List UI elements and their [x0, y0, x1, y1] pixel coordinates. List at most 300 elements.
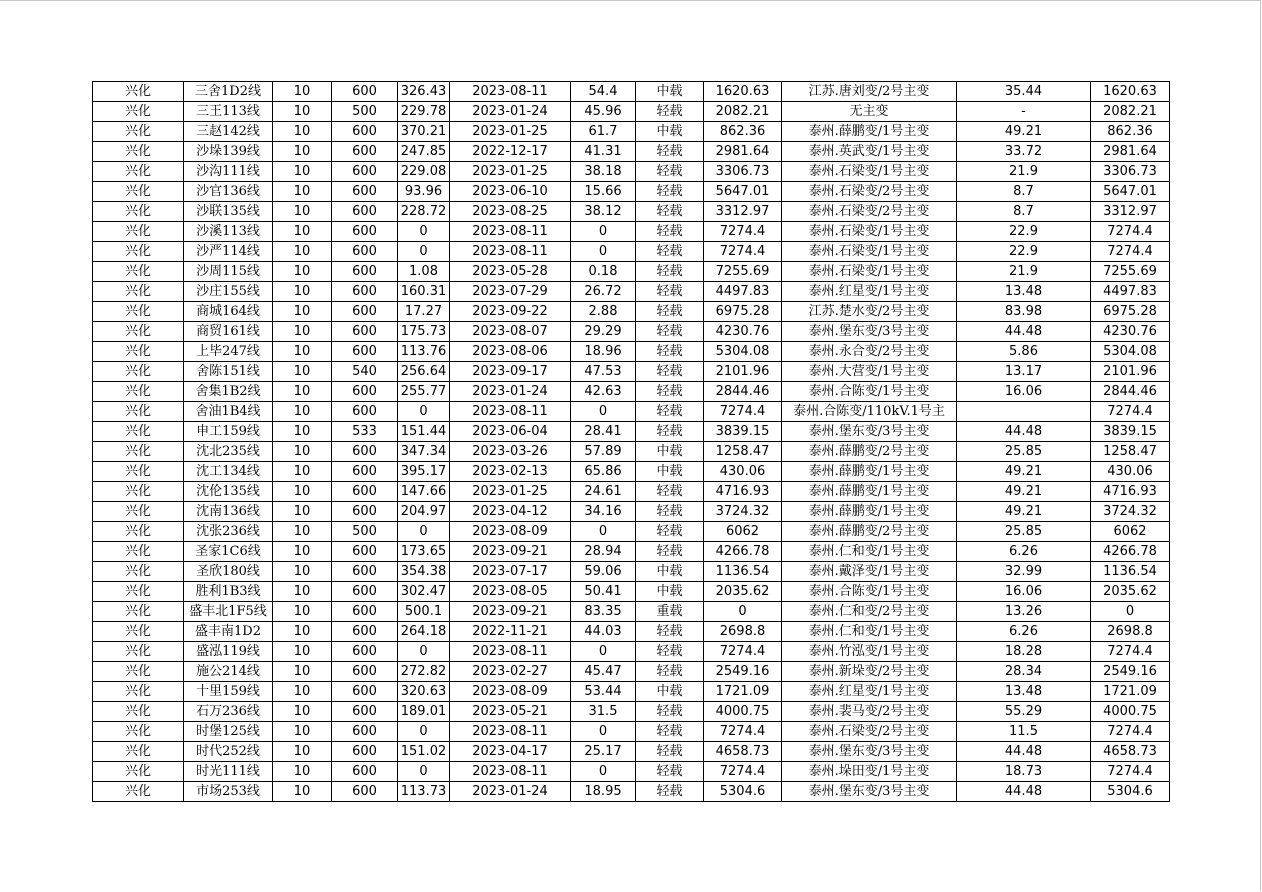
line-name-cell: 时光111线	[184, 762, 273, 782]
date-cell: 2022-12-17	[450, 142, 571, 162]
county-cell: 兴化	[93, 682, 184, 702]
available-capacity-cell: 5647.01	[1091, 182, 1170, 202]
load-rate-cell: 0	[571, 642, 636, 662]
load-cell: 151.44	[398, 422, 450, 442]
table-row	[93, 482, 1170, 502]
line-name-cell: 沙溪113线	[184, 222, 273, 242]
voltage-cell: 10	[273, 782, 332, 802]
transformer-load-rate-cell: -	[957, 102, 1091, 122]
transformer-load-rate-cell: 49.21	[957, 122, 1091, 142]
transformer-cell: 泰州.合陈变/1号主变	[782, 582, 957, 602]
load-cell: 0	[398, 402, 450, 422]
capacity-cell: 600	[332, 502, 398, 522]
table-row	[93, 202, 1170, 222]
load-cell: 229.08	[398, 162, 450, 182]
voltage-cell: 10	[273, 662, 332, 682]
transformer-cell: 泰州.石梁变/1号主变	[782, 222, 957, 242]
load-rate-cell: 57.89	[571, 442, 636, 462]
date-cell: 2023-01-24	[450, 382, 571, 402]
table-row	[93, 742, 1170, 762]
table-row	[93, 82, 1170, 102]
transformer-cell: 泰州.薛鹏变/2号主变	[782, 442, 957, 462]
table-row	[93, 682, 1170, 702]
load-status-cell: 轻载	[636, 282, 704, 302]
load-status-cell: 轻载	[636, 482, 704, 502]
capacity-cell: 600	[332, 462, 398, 482]
county-cell: 兴化	[93, 602, 184, 622]
transformer-load-rate-cell: 6.26	[957, 542, 1091, 562]
load-rate-cell: 41.31	[571, 142, 636, 162]
date-cell: 2023-06-10	[450, 182, 571, 202]
date-cell: 2023-01-25	[450, 482, 571, 502]
remaining-capacity-cell: 7274.4	[704, 242, 782, 262]
capacity-cell: 600	[332, 82, 398, 102]
table-row	[93, 782, 1170, 802]
transformer-load-rate-cell: 44.48	[957, 322, 1091, 342]
available-capacity-cell: 1721.09	[1091, 682, 1170, 702]
table-row	[93, 502, 1170, 522]
transformer-load-rate-cell: 35.44	[957, 82, 1091, 102]
remaining-capacity-cell: 1721.09	[704, 682, 782, 702]
transformer-cell: 泰州.竹泓变/1号主变	[782, 642, 957, 662]
voltage-cell: 10	[273, 762, 332, 782]
remaining-capacity-cell: 4716.93	[704, 482, 782, 502]
load-cell: 370.21	[398, 122, 450, 142]
load-status-cell: 轻载	[636, 262, 704, 282]
transformer-cell: 泰州.仁和变/2号主变	[782, 602, 957, 622]
voltage-cell: 10	[273, 542, 332, 562]
available-capacity-cell: 1620.63	[1091, 82, 1170, 102]
capacity-cell: 600	[332, 222, 398, 242]
available-capacity-cell: 5304.08	[1091, 342, 1170, 362]
available-capacity-cell: 2698.8	[1091, 622, 1170, 642]
capacity-cell: 600	[332, 562, 398, 582]
remaining-capacity-cell: 7255.69	[704, 262, 782, 282]
remaining-capacity-cell: 3839.15	[704, 422, 782, 442]
capacity-cell: 600	[332, 662, 398, 682]
load-status-cell: 轻载	[636, 362, 704, 382]
date-cell: 2023-09-22	[450, 302, 571, 322]
load-rate-cell: 38.12	[571, 202, 636, 222]
date-cell: 2023-04-17	[450, 742, 571, 762]
capacity-cell: 533	[332, 422, 398, 442]
county-cell: 兴化	[93, 482, 184, 502]
date-cell: 2023-01-25	[450, 162, 571, 182]
load-rate-cell: 28.94	[571, 542, 636, 562]
date-cell: 2023-08-11	[450, 642, 571, 662]
table-row	[93, 262, 1170, 282]
transformer-load-rate-cell: 16.06	[957, 382, 1091, 402]
line-name-cell: 时代252线	[184, 742, 273, 762]
transformer-load-rate-cell: 49.21	[957, 482, 1091, 502]
table-row	[93, 302, 1170, 322]
transformer-load-rate-cell: 83.98	[957, 302, 1091, 322]
table-row	[93, 142, 1170, 162]
capacity-cell: 600	[332, 142, 398, 162]
load-rate-cell: 0	[571, 222, 636, 242]
load-rate-cell: 31.5	[571, 702, 636, 722]
transformer-load-rate-cell: 55.29	[957, 702, 1091, 722]
transformer-cell: 泰州.堡东变/3号主变	[782, 782, 957, 802]
load-status-cell: 中载	[636, 442, 704, 462]
voltage-cell: 10	[273, 742, 332, 762]
transformer-load-rate-cell: 32.99	[957, 562, 1091, 582]
transformer-load-rate-cell: 8.7	[957, 202, 1091, 222]
voltage-cell: 10	[273, 362, 332, 382]
load-cell: 204.97	[398, 502, 450, 522]
load-cell: 247.85	[398, 142, 450, 162]
load-status-cell: 轻载	[636, 642, 704, 662]
county-cell: 兴化	[93, 422, 184, 442]
date-cell: 2023-08-09	[450, 522, 571, 542]
line-name-cell: 圣欣180线	[184, 562, 273, 582]
capacity-cell: 500	[332, 102, 398, 122]
load-rate-cell: 38.18	[571, 162, 636, 182]
available-capacity-cell: 4716.93	[1091, 482, 1170, 502]
remaining-capacity-cell: 2082.21	[704, 102, 782, 122]
voltage-cell: 10	[273, 462, 332, 482]
table-row	[93, 182, 1170, 202]
available-capacity-cell: 4230.76	[1091, 322, 1170, 342]
capacity-cell: 600	[332, 642, 398, 662]
load-cell: 173.65	[398, 542, 450, 562]
load-rate-cell: 26.72	[571, 282, 636, 302]
date-cell: 2023-08-25	[450, 202, 571, 222]
voltage-cell: 10	[273, 402, 332, 422]
load-cell: 1.08	[398, 262, 450, 282]
line-name-cell: 盛泓119线	[184, 642, 273, 662]
transformer-load-rate-cell: 13.17	[957, 362, 1091, 382]
load-cell: 0	[398, 762, 450, 782]
table-row	[93, 222, 1170, 242]
county-cell: 兴化	[93, 502, 184, 522]
date-cell: 2023-01-25	[450, 122, 571, 142]
remaining-capacity-cell: 1258.47	[704, 442, 782, 462]
transformer-load-rate-cell: 33.72	[957, 142, 1091, 162]
load-cell: 0	[398, 642, 450, 662]
available-capacity-cell: 2844.46	[1091, 382, 1170, 402]
voltage-cell: 10	[273, 282, 332, 302]
available-capacity-cell: 3839.15	[1091, 422, 1170, 442]
load-status-cell: 轻载	[636, 222, 704, 242]
county-cell: 兴化	[93, 622, 184, 642]
line-name-cell: 沙联135线	[184, 202, 273, 222]
transformer-cell: 泰州.裴马变/2号主变	[782, 702, 957, 722]
date-cell: 2023-08-11	[450, 242, 571, 262]
capacity-cell: 600	[332, 722, 398, 742]
load-cell: 228.72	[398, 202, 450, 222]
transformer-cell: 泰州.红星变/1号主变	[782, 282, 957, 302]
line-name-cell: 沙周115线	[184, 262, 273, 282]
load-rate-cell: 15.66	[571, 182, 636, 202]
transformer-cell: 无主变	[782, 102, 957, 122]
county-cell: 兴化	[93, 522, 184, 542]
county-cell: 兴化	[93, 342, 184, 362]
load-cell: 93.96	[398, 182, 450, 202]
county-cell: 兴化	[93, 242, 184, 262]
load-status-cell: 轻载	[636, 742, 704, 762]
line-name-cell: 商城164线	[184, 302, 273, 322]
load-status-cell: 轻载	[636, 762, 704, 782]
transformer-cell: 江苏.楚水变/2号主变	[782, 302, 957, 322]
table-row	[93, 342, 1170, 362]
load-rate-cell: 18.95	[571, 782, 636, 802]
transformer-load-rate-cell: 28.34	[957, 662, 1091, 682]
transformer-load-rate-cell: 13.48	[957, 682, 1091, 702]
load-rate-cell: 0	[571, 762, 636, 782]
county-cell: 兴化	[93, 782, 184, 802]
voltage-cell: 10	[273, 502, 332, 522]
load-cell: 0	[398, 222, 450, 242]
line-name-cell: 沈张236线	[184, 522, 273, 542]
capacity-cell: 600	[332, 282, 398, 302]
transformer-load-rate-cell: 13.26	[957, 602, 1091, 622]
date-cell: 2023-08-11	[450, 222, 571, 242]
available-capacity-cell: 3312.97	[1091, 202, 1170, 222]
transformer-load-rate-cell: 18.73	[957, 762, 1091, 782]
voltage-cell: 10	[273, 342, 332, 362]
load-status-cell: 轻载	[636, 142, 704, 162]
transformer-load-rate-cell: 11.5	[957, 722, 1091, 742]
county-cell: 兴化	[93, 662, 184, 682]
load-cell: 17.27	[398, 302, 450, 322]
voltage-cell: 10	[273, 82, 332, 102]
load-cell: 255.77	[398, 382, 450, 402]
load-status-cell: 轻载	[636, 722, 704, 742]
remaining-capacity-cell: 7274.4	[704, 722, 782, 742]
county-cell: 兴化	[93, 142, 184, 162]
load-cell: 354.38	[398, 562, 450, 582]
available-capacity-cell: 2082.21	[1091, 102, 1170, 122]
table-row	[93, 522, 1170, 542]
date-cell: 2023-04-12	[450, 502, 571, 522]
line-name-cell: 沙官136线	[184, 182, 273, 202]
county-cell: 兴化	[93, 762, 184, 782]
transformer-cell: 泰州.合陈变/1号主变	[782, 382, 957, 402]
transformer-load-rate-cell: 18.28	[957, 642, 1091, 662]
transformer-cell: 泰州.大营变/1号主变	[782, 362, 957, 382]
date-cell: 2023-05-28	[450, 262, 571, 282]
county-cell: 兴化	[93, 742, 184, 762]
load-cell: 395.17	[398, 462, 450, 482]
line-name-cell: 市场253线	[184, 782, 273, 802]
transformer-load-rate-cell: 8.7	[957, 182, 1091, 202]
county-cell: 兴化	[93, 362, 184, 382]
voltage-cell: 10	[273, 482, 332, 502]
line-name-cell: 沙庄155线	[184, 282, 273, 302]
available-capacity-cell: 1136.54	[1091, 562, 1170, 582]
line-name-cell: 商贸161线	[184, 322, 273, 342]
remaining-capacity-cell: 862.36	[704, 122, 782, 142]
remaining-capacity-cell: 7274.4	[704, 642, 782, 662]
load-cell: 0	[398, 522, 450, 542]
transformer-load-rate-cell: 25.85	[957, 522, 1091, 542]
transformer-cell: 泰州.红星变/1号主变	[782, 682, 957, 702]
county-cell: 兴化	[93, 402, 184, 422]
transformer-cell: 泰州.薛鹏变/1号主变	[782, 482, 957, 502]
load-status-cell: 中载	[636, 682, 704, 702]
load-status-cell: 轻载	[636, 342, 704, 362]
transformer-cell: 泰州.石梁变/2号主变	[782, 182, 957, 202]
remaining-capacity-cell: 5647.01	[704, 182, 782, 202]
table-row	[93, 362, 1170, 382]
load-status-cell: 轻载	[636, 202, 704, 222]
table-row	[93, 122, 1170, 142]
load-rate-cell: 28.41	[571, 422, 636, 442]
line-name-cell: 舍集1B2线	[184, 382, 273, 402]
available-capacity-cell: 430.06	[1091, 462, 1170, 482]
available-capacity-cell: 862.36	[1091, 122, 1170, 142]
load-rate-cell: 59.06	[571, 562, 636, 582]
remaining-capacity-cell: 4230.76	[704, 322, 782, 342]
load-cell: 500.1	[398, 602, 450, 622]
date-cell: 2023-08-11	[450, 722, 571, 742]
voltage-cell: 10	[273, 182, 332, 202]
capacity-cell: 600	[332, 442, 398, 462]
table-row	[93, 382, 1170, 402]
transformer-cell: 泰州.堡东变/3号主变	[782, 422, 957, 442]
load-cell: 264.18	[398, 622, 450, 642]
capacity-cell: 600	[332, 182, 398, 202]
load-status-cell: 轻载	[636, 302, 704, 322]
county-cell: 兴化	[93, 262, 184, 282]
date-cell: 2022-11-21	[450, 622, 571, 642]
capacity-cell: 600	[332, 782, 398, 802]
voltage-cell: 10	[273, 322, 332, 342]
load-status-cell: 轻载	[636, 622, 704, 642]
transformer-load-rate-cell: 6.26	[957, 622, 1091, 642]
available-capacity-cell: 4658.73	[1091, 742, 1170, 762]
transformer-load-rate-cell: 44.48	[957, 782, 1091, 802]
available-capacity-cell: 4497.83	[1091, 282, 1170, 302]
line-name-cell: 施公214线	[184, 662, 273, 682]
table-row	[93, 602, 1170, 622]
load-status-cell: 轻载	[636, 542, 704, 562]
remaining-capacity-cell: 430.06	[704, 462, 782, 482]
transformer-load-rate-cell: 22.9	[957, 222, 1091, 242]
county-cell: 兴化	[93, 642, 184, 662]
load-status-cell: 中载	[636, 562, 704, 582]
load-rate-cell: 25.17	[571, 742, 636, 762]
date-cell: 2023-08-07	[450, 322, 571, 342]
county-cell: 兴化	[93, 382, 184, 402]
table-row	[93, 402, 1170, 422]
voltage-cell: 10	[273, 602, 332, 622]
remaining-capacity-cell: 0	[704, 602, 782, 622]
date-cell: 2023-01-24	[450, 102, 571, 122]
load-rate-cell: 18.96	[571, 342, 636, 362]
line-name-cell: 沙严114线	[184, 242, 273, 262]
voltage-cell: 10	[273, 262, 332, 282]
load-status-cell: 轻载	[636, 162, 704, 182]
table-row	[93, 762, 1170, 782]
county-cell: 兴化	[93, 582, 184, 602]
transformer-cell: 泰州.永合变/2号主变	[782, 342, 957, 362]
voltage-cell: 10	[273, 102, 332, 122]
capacity-cell: 600	[332, 382, 398, 402]
table-row	[93, 242, 1170, 262]
table-row	[93, 322, 1170, 342]
load-rate-cell: 50.41	[571, 582, 636, 602]
voltage-cell: 10	[273, 162, 332, 182]
table-row	[93, 102, 1170, 122]
transformer-load-rate-cell: 25.85	[957, 442, 1091, 462]
date-cell: 2023-08-06	[450, 342, 571, 362]
load-status-cell: 轻载	[636, 182, 704, 202]
date-cell: 2023-05-21	[450, 702, 571, 722]
line-name-cell: 申工159线	[184, 422, 273, 442]
date-cell: 2023-09-17	[450, 362, 571, 382]
load-status-cell: 中载	[636, 122, 704, 142]
table-row	[93, 642, 1170, 662]
line-name-cell: 胜利1B3线	[184, 582, 273, 602]
date-cell: 2023-08-11	[450, 762, 571, 782]
voltage-cell: 10	[273, 562, 332, 582]
remaining-capacity-cell: 4266.78	[704, 542, 782, 562]
load-rate-cell: 44.03	[571, 622, 636, 642]
date-cell: 2023-02-27	[450, 662, 571, 682]
county-cell: 兴化	[93, 282, 184, 302]
date-cell: 2023-01-24	[450, 782, 571, 802]
capacity-cell: 600	[332, 262, 398, 282]
line-name-cell: 圣家1C6线	[184, 542, 273, 562]
load-rate-cell: 0.18	[571, 262, 636, 282]
load-rate-cell: 0	[571, 522, 636, 542]
load-status-cell: 轻载	[636, 402, 704, 422]
transformer-cell: 泰州.仁和变/1号主变	[782, 622, 957, 642]
table-row	[93, 562, 1170, 582]
load-cell: 347.34	[398, 442, 450, 462]
remaining-capacity-cell: 5304.08	[704, 342, 782, 362]
line-name-cell: 三赵142线	[184, 122, 273, 142]
load-status-cell: 重载	[636, 602, 704, 622]
transformer-cell: 江苏.唐刘变/2号主变	[782, 82, 957, 102]
voltage-cell: 10	[273, 702, 332, 722]
date-cell: 2023-06-04	[450, 422, 571, 442]
capacity-cell: 600	[332, 202, 398, 222]
capacity-cell: 600	[332, 762, 398, 782]
load-rate-cell: 29.29	[571, 322, 636, 342]
remaining-capacity-cell: 4658.73	[704, 742, 782, 762]
remaining-capacity-cell: 3724.32	[704, 502, 782, 522]
transformer-cell: 泰州.堡东变/3号主变	[782, 742, 957, 762]
line-name-cell: 沈工134线	[184, 462, 273, 482]
available-capacity-cell: 4000.75	[1091, 702, 1170, 722]
date-cell: 2023-07-17	[450, 562, 571, 582]
line-name-cell: 上毕247线	[184, 342, 273, 362]
voltage-cell: 10	[273, 422, 332, 442]
capacity-cell: 600	[332, 242, 398, 262]
load-cell: 189.01	[398, 702, 450, 722]
capacity-cell: 600	[332, 582, 398, 602]
load-cell: 302.47	[398, 582, 450, 602]
transformer-load-rate-cell: 44.48	[957, 742, 1091, 762]
transformer-load-rate-cell: 21.9	[957, 162, 1091, 182]
remaining-capacity-cell: 6975.28	[704, 302, 782, 322]
date-cell: 2023-09-21	[450, 602, 571, 622]
line-name-cell: 沈北235线	[184, 442, 273, 462]
remaining-capacity-cell: 2101.96	[704, 362, 782, 382]
available-capacity-cell: 7274.4	[1091, 722, 1170, 742]
remaining-capacity-cell: 4000.75	[704, 702, 782, 722]
available-capacity-cell: 6975.28	[1091, 302, 1170, 322]
voltage-cell: 10	[273, 122, 332, 142]
capacity-cell: 540	[332, 362, 398, 382]
date-cell: 2023-09-21	[450, 542, 571, 562]
date-cell: 2023-07-29	[450, 282, 571, 302]
voltage-cell: 10	[273, 642, 332, 662]
transformer-cell: 泰州.石梁变/1号主变	[782, 162, 957, 182]
